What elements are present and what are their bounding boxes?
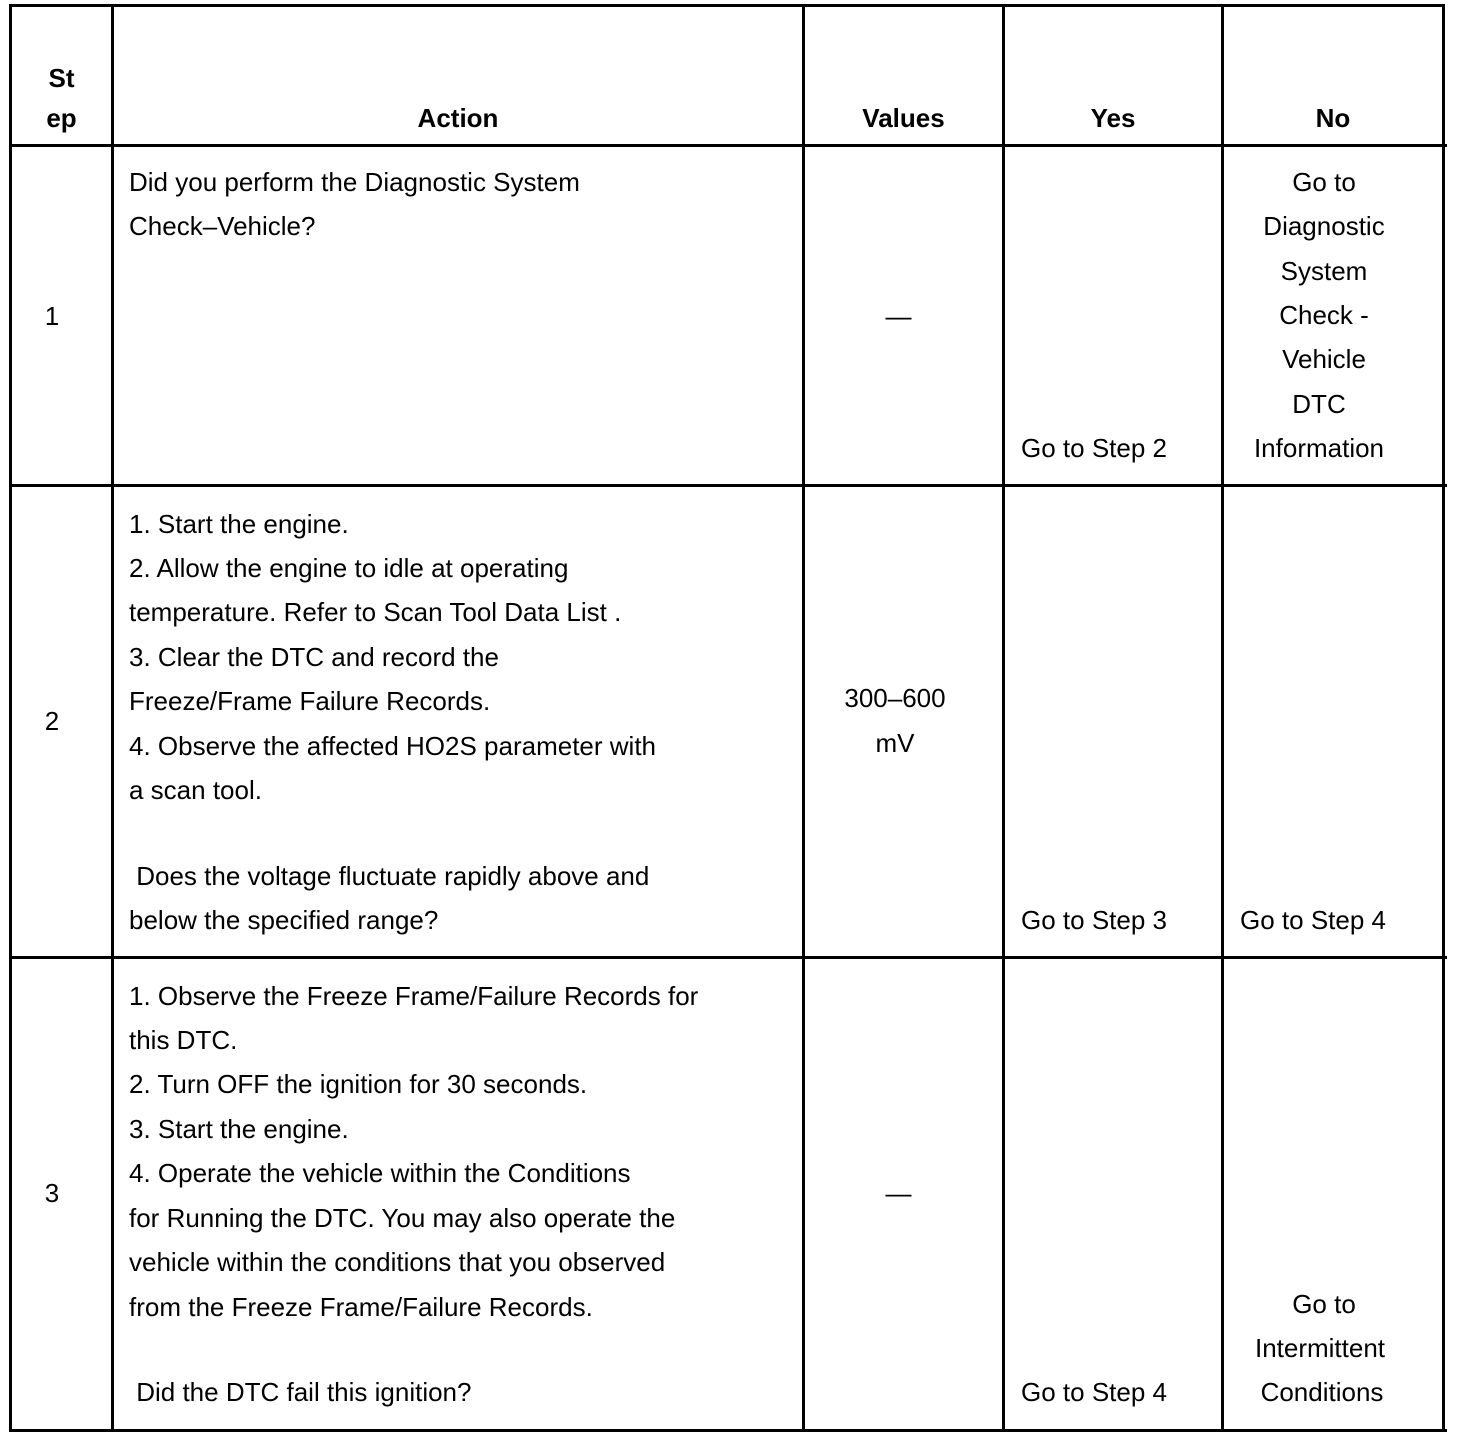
grid-line [1442,4,1445,1432]
header-no: No [1315,103,1351,133]
grid-line [9,1429,1447,1432]
value-cell: mV [875,728,915,758]
header-step: ep [46,103,77,133]
no-link-line[interactable]: Check - [1279,300,1369,330]
grid-line [111,4,114,1432]
header-yes: Yes [1090,103,1136,133]
action-line: this DTC. [129,1025,238,1055]
action-line: vehicle within the conditions that you observed [129,1247,666,1277]
action-line: 4. Observe the affected HO2S parameter with [129,731,657,761]
action-line: temperature. Refer to Scan Tool Data List . [129,597,622,627]
step-number: 2 [44,706,60,736]
yes-link[interactable]: Go to Step 3 [1021,905,1167,935]
header-action: Action [417,103,499,133]
grid-line [9,956,1447,959]
value-cell: — [885,1178,912,1208]
grid-line [9,144,1447,147]
no-link-line[interactable]: Conditions [1260,1377,1384,1407]
question-line: Does the voltage fluctuate rapidly above and [129,861,650,891]
action-line: Check–Vehicle? [129,211,316,241]
grid-line [1002,4,1005,1432]
action-line: 4. Operate the vehicle within the Conditions [129,1158,631,1188]
step-number: 3 [44,1178,60,1208]
grid-line [9,484,1447,487]
no-link-line[interactable]: System [1280,256,1368,286]
no-link[interactable]: Go to Step 4 [1240,905,1386,935]
action-line: 3. Clear the DTC and record the [129,642,499,672]
no-link-line[interactable]: Intermittent [1254,1333,1386,1363]
step-number: 1 [44,301,60,331]
no-link-line[interactable]: Go to [1292,1289,1356,1319]
no-link-line[interactable]: Diagnostic [1263,211,1385,241]
action-line: Did you perform the Diagnostic System [129,167,580,197]
value-cell: 300–600 [844,683,946,713]
action-line: 3. Start the engine. [129,1114,349,1144]
no-link-line[interactable]: Vehicle [1282,344,1366,374]
action-line: Freeze/Frame Failure Records. [129,686,491,716]
no-link-line[interactable]: Go to [1292,167,1356,197]
question-line: Did the DTC fail this ignition? [129,1377,472,1407]
yes-link[interactable]: Go to Step 4 [1021,1377,1167,1407]
action-line: for Running the DTC. You may also operate the [129,1203,676,1233]
action-line: from the Freeze Frame/Failure Records. [129,1292,593,1322]
no-link-line[interactable]: Information [1253,433,1385,463]
grid-line [9,4,1445,7]
yes-link[interactable]: Go to Step 2 [1021,433,1167,463]
no-link-line[interactable]: DTC [1292,389,1346,419]
action-line: 1. Start the engine. [129,509,349,539]
value-cell: — [885,301,912,331]
action-line: 2. Allow the engine to idle at operating [129,553,569,583]
header-values: Values [862,103,945,133]
action-line: 2. Turn OFF the ignition for 30 seconds. [129,1069,588,1099]
question-line: below the specified range? [129,905,439,935]
action-line: a scan tool. [129,775,262,805]
action-line: 1. Observe the Freeze Frame/Failure Records for [129,981,699,1011]
header-step: St [48,63,75,93]
